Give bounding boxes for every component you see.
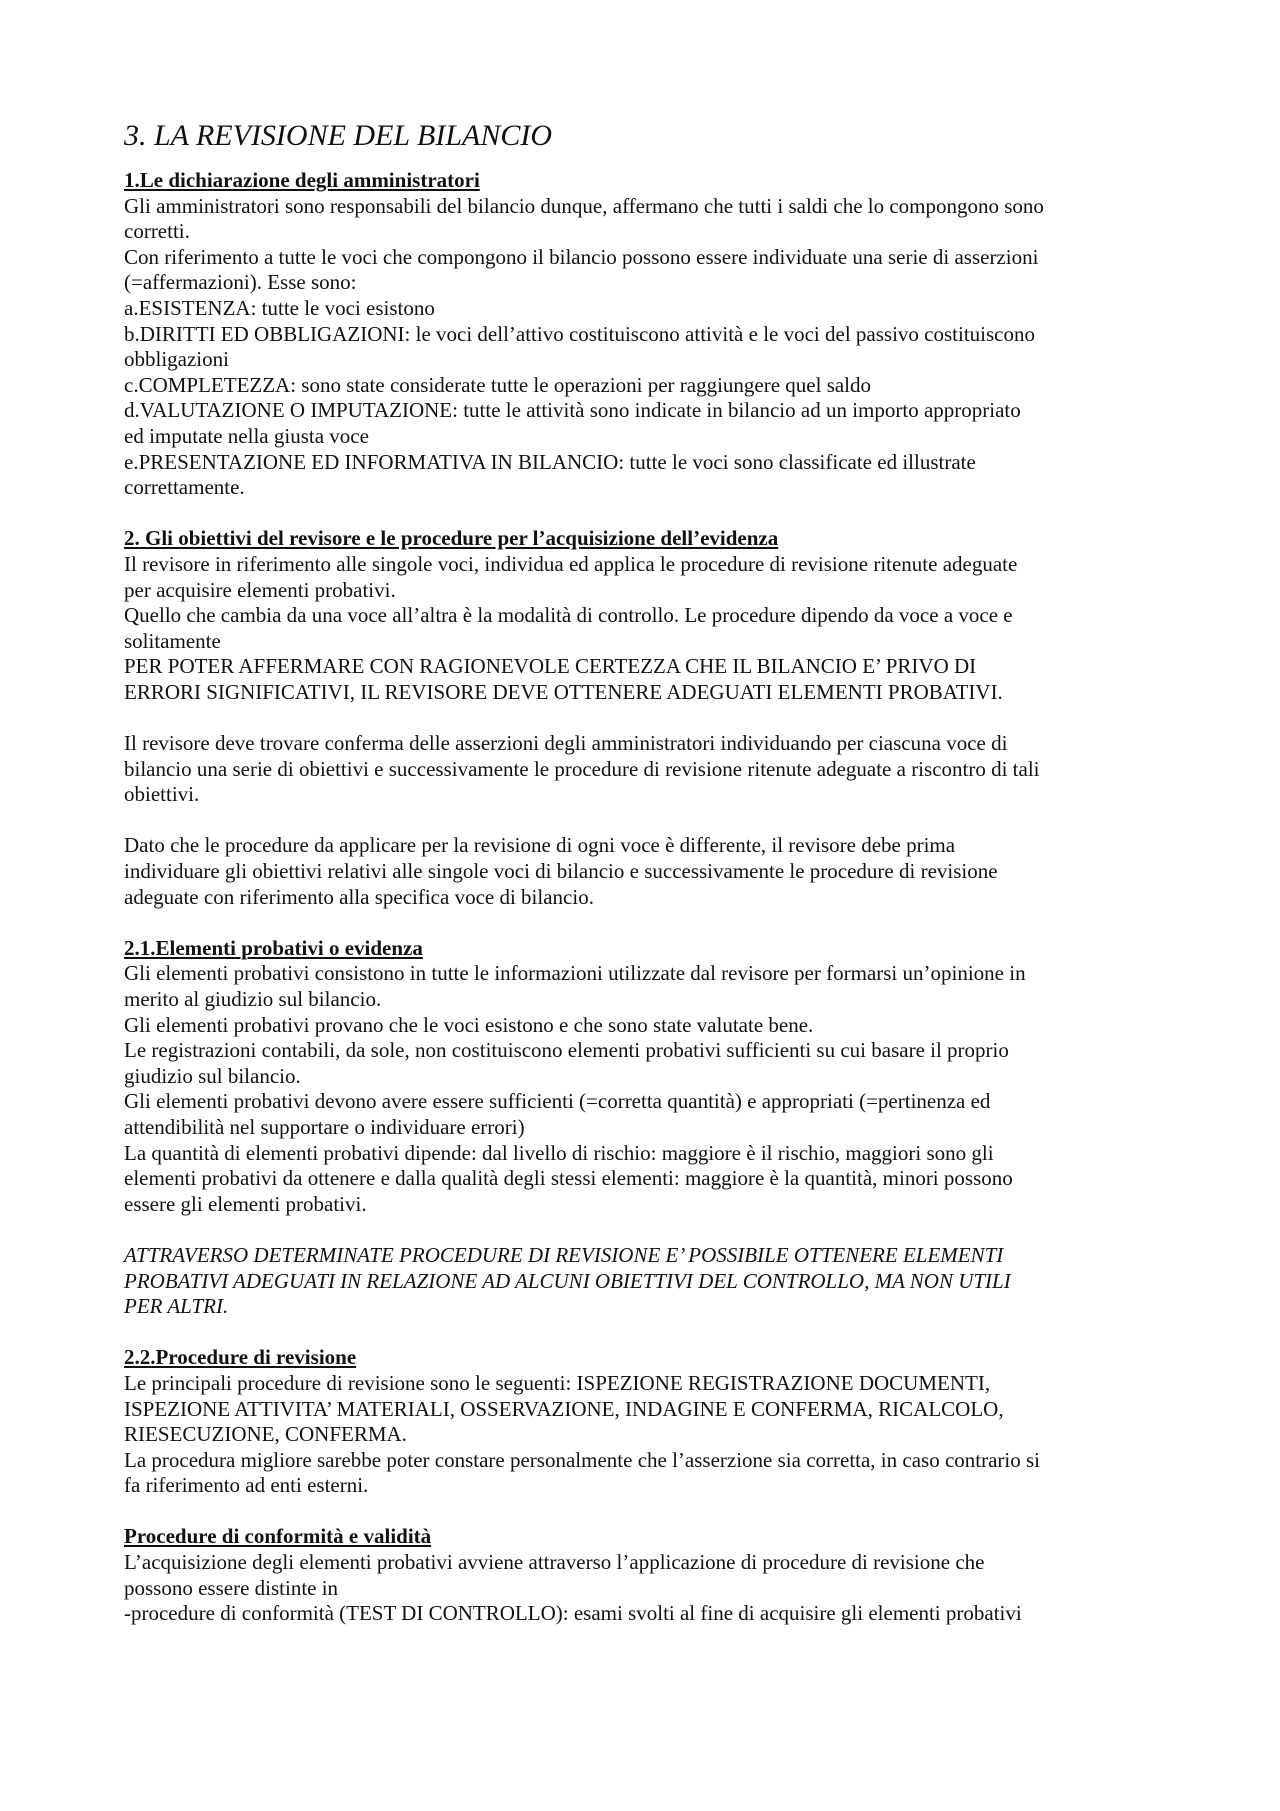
text-line: c.COMPLETEZZA: sono state considerate tutte le operazioni per raggiungere quel saldo [124,372,872,397]
text-line: -procedure di conformità (TEST DI CONTROLLO): esami svolti al fine di acquisire gli elementi probativi [124,1601,1022,1626]
text-line: b.DIRITTI ED OBBLIGAZIONI: le voci dell’attivo costituiscono attività e le voci del passivo costituiscono [124,321,1035,346]
text-line: RIESECUZIONE, CONFERMA. [124,1422,407,1447]
text-line: individuare gli obiettivi relativi alle singole voci di bilancio e successivamente le procedure di revisione [124,859,998,884]
section-heading: 2.2.Procedure di revisione [124,1345,357,1370]
text-line: ERRORI SIGNIFICATIVI, IL REVISORE DEVE OTTENERE ADEGUATI ELEMENTI PROBATIVI. [124,679,1003,704]
text-line: per acquisire elementi probativi. [124,577,396,602]
text-line: obiettivi. [124,782,200,807]
text-line: PER POTER AFFERMARE CON RAGIONEVOLE CERTEZZA CHE IL BILANCIO E’ PRIVO DI [124,654,977,679]
text-line: Gli elementi probativi consistono in tutte le informazioni utilizzate dal revisore per formarsi un’opinione in [124,961,1026,986]
text-line: d.VALUTAZIONE O IMPUTAZIONE: tutte le attività sono indicate in bilancio ad un importo appropriato [124,398,1021,423]
italic-note [124,1243,1184,1320]
text-line: corretti. [124,219,190,244]
text-line: correttamente. [124,475,245,500]
document-title: 3. LA REVISIONE DEL BILANCIO [124,119,553,152]
text-line: Con riferimento a tutte le voci che compongono il bilancio possono essere individuate una serie di asserzioni [124,244,1039,269]
paragraph [124,833,1184,910]
paragraph [124,731,1184,808]
text-line: possono essere distinte in [124,1575,339,1600]
text-line: e.PRESENTAZIONE ED INFORMATIVA IN BILANCIO: tutte le voci sono classificate ed illustrate [124,449,976,474]
text-line: PER ALTRI. [124,1294,229,1319]
text-line: a.ESISTENZA: tutte le voci esistono [124,295,435,320]
text-line: La procedura migliore sarebbe poter constare personalmente che l’asserzione sia corretta, in caso contrario si [124,1447,1041,1472]
text-line: Il revisore in riferimento alle singole voci, individua ed applica le procedure di revisione ritenute adeguate [124,551,1018,576]
section-dichiarazione [124,168,1184,501]
text-line: merito al giudizio sul bilancio. [124,987,382,1011]
text-line: PROBATIVI ADEGUATI IN RELAZIONE AD ALCUNI OBIETTIVI DEL CONTROLLO, MA NON UTILI [124,1268,1011,1293]
text-line: Le registrazioni contabili, da sole, non costituiscono elementi probativi sufficienti su cui basare il proprio [124,1038,1009,1063]
text-line: La quantità di elementi probativi dipende: dal livello di rischio: maggiore è il rischio, maggiori sono gli [124,1140,994,1165]
section-heading: Procedure di conformità e validità [124,1524,432,1549]
text-line: fa riferimento ad enti esterni. [124,1473,369,1498]
text-line: giudizio sul bilancio. [124,1063,301,1088]
text-line: ed imputate nella giusta voce [124,423,369,448]
text-line: solitamente [124,628,221,653]
text-line: Gli elementi probativi devono avere essere sufficienti (=corretta quantità) e appropriati (=pertinenza ed [124,1089,991,1114]
text-line: L’acquisizione degli elementi probativi avviene attraverso l’applicazione di procedure di revisione che [124,1550,985,1575]
section-heading: 2. Gli obiettivi del revisore e le procedure per l’acquisizione dell’evidenza [124,526,779,551]
text-line: attendibilità nel supportare o individuare errori) [124,1114,525,1139]
text-line: Gli amministratori sono responsabili del bilancio dunque, affermano che tutti i saldi che lo compongono sono [124,193,1044,218]
text-line: Quello che cambia da una voce all’altra è la modalità di controllo. Le procedure dipendo da voce a voce e [124,603,1013,628]
section-conformita-validita [124,1524,1184,1626]
section-obiettivi [124,526,1184,705]
text-line: (=affermazioni). Esse sono: [124,270,357,295]
text-line: adeguate con riferimento alla specifica voce di bilancio. [124,884,594,909]
text-line: ISPEZIONE ATTIVITA’ MATERIALI, OSSERVAZIONE, INDAGINE E CONFERMA, RICALCOLO, [124,1396,1004,1421]
text-line: bilancio una serie di obiettivi e successivamente le procedure di revisione ritenute adeguate a riscontro di tali [124,756,1040,781]
section-heading: 2.1.Elementi probativi o evidenza [124,935,423,960]
section-elementi-probativi [124,936,1184,1218]
text-line: ATTRAVERSO DETERMINATE PROCEDURE DI REVISIONE E’ POSSIBILE OTTENERE ELEMENTI [124,1242,1004,1267]
text-line: Gli elementi probativi provano che le voci esistono e che sono state valutate bene. [124,1012,814,1037]
text-line: elementi probativi da ottenere e dalla qualità degli stessi elementi: maggiore è la quantità, minori possono [124,1166,1013,1191]
text-line: essere gli elementi probativi. [124,1191,367,1216]
text-line: Dato che le procedure da applicare per la revisione di ogni voce è differente, il revisore debe prima [124,833,956,858]
text-line: Le principali procedure di revisione sono le seguenti: ISPEZIONE REGISTRAZIONE DOCUMENTI, [124,1370,991,1395]
text-line: obbligazioni [124,347,229,372]
section-procedure-revisione [124,1345,1184,1499]
document-page [124,118,1184,1652]
text-line: Il revisore deve trovare conferma delle asserzioni degli amministratori individuando per ciascuna voce di [124,731,1008,756]
section-heading: 1.Le dichiarazione degli amministratori [124,168,480,192]
